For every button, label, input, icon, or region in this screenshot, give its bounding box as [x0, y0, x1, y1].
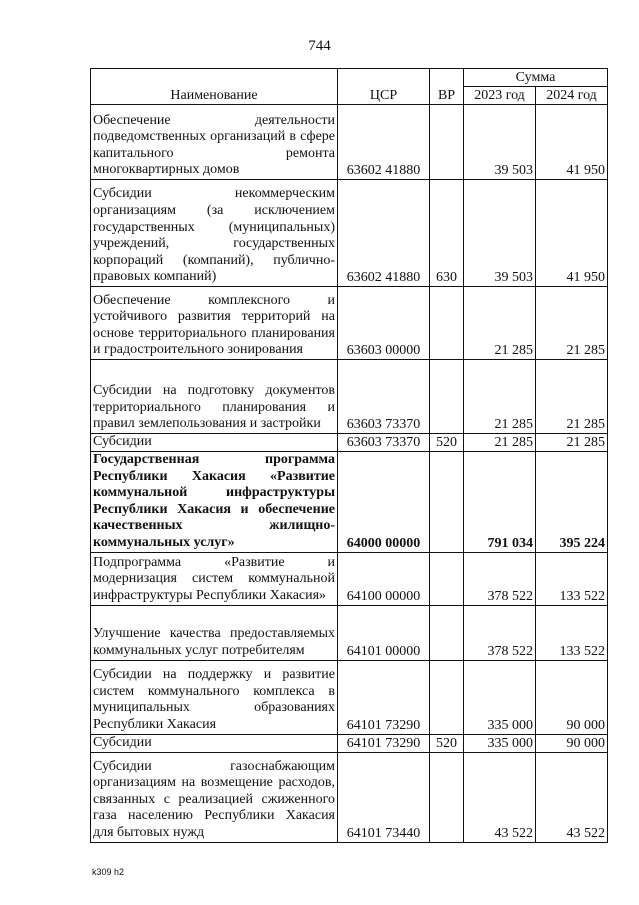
row-csr-cell: 63603 73370: [338, 434, 430, 452]
row-2023-cell: 21 285: [464, 287, 536, 360]
row-2024-cell: 43 522: [536, 752, 608, 842]
header-name: Наименование: [91, 69, 338, 105]
row-2023-cell: 21 285: [464, 360, 536, 434]
row-2024-cell: 21 285: [536, 360, 608, 434]
header-csr: ЦСР: [338, 69, 430, 105]
row-2023-cell: 335 000: [464, 734, 536, 752]
row-vr-cell: [430, 105, 464, 180]
table-row: [91, 287, 608, 360]
table-row: [91, 605, 608, 660]
row-2023-cell: 378 522: [464, 605, 536, 660]
table-row: [91, 660, 608, 734]
row-name-cell: Субсидии на поддержку и развитие систем коммунального комплекса в муниципальных образованиях Республики Хакасия: [91, 660, 338, 734]
row-csr-cell: 63602 41880: [338, 180, 430, 287]
row-2023-cell: 791 034: [464, 452, 536, 553]
row-vr-cell: 520: [430, 434, 464, 452]
row-name-cell: Субсидии на подготовку документов территориального планирования и правил землепользования и застройки: [91, 360, 338, 434]
table-row: [91, 434, 608, 452]
table-row: [91, 752, 608, 842]
row-vr-cell: 520: [430, 734, 464, 752]
table-row: [91, 105, 608, 180]
row-vr-cell: [430, 360, 464, 434]
header-year-2023: 2023 год: [464, 87, 536, 105]
table-row: [91, 734, 608, 752]
row-name-cell: Субсидии газоснабжающим организациям на возмещение расходов, связанных с реализацией сжиженного газа населению Республики Хакасия для бытовых нужд: [91, 752, 338, 842]
row-name-cell: Субсидии некоммерческим организациям (за исключением государственных (муниципальных) учреждений, государственных корпораций (компаний), публично-правовых компаний): [91, 180, 338, 287]
row-csr-cell: 63603 73370: [338, 360, 430, 434]
budget-table: [90, 68, 608, 843]
row-vr-cell: [430, 660, 464, 734]
header-year-2024: 2024 год: [536, 87, 608, 105]
row-2024-cell: 133 522: [536, 552, 608, 605]
row-vr-cell: [430, 752, 464, 842]
row-csr-cell: 64101 00000: [338, 605, 430, 660]
row-csr-cell: 64101 73290: [338, 734, 430, 752]
row-2024-cell: 133 522: [536, 605, 608, 660]
row-name-cell: Обеспечение комплексного и устойчивого развития территорий на основе территориального планирования и градостроительного зонирования: [91, 287, 338, 360]
row-2024-cell: 21 285: [536, 287, 608, 360]
table-row: [91, 452, 608, 553]
row-name-cell: Субсидии: [91, 434, 338, 452]
row-2024-cell: 395 224: [536, 452, 608, 553]
header-vr: ВР: [430, 69, 464, 105]
header-sum: Сумма: [464, 69, 608, 87]
row-csr-cell: 64100 00000: [338, 552, 430, 605]
row-csr-cell: 64000 00000: [338, 452, 430, 553]
table-row: [91, 180, 608, 287]
row-2023-cell: 335 000: [464, 660, 536, 734]
row-2023-cell: 43 522: [464, 752, 536, 842]
table-header: [91, 69, 608, 105]
row-csr-cell: 63602 41880: [338, 105, 430, 180]
row-2024-cell: 41 950: [536, 180, 608, 287]
row-2024-cell: 21 285: [536, 434, 608, 452]
row-vr-cell: [430, 552, 464, 605]
footer-code: k309 h2: [92, 867, 125, 877]
row-2024-cell: 90 000: [536, 660, 608, 734]
row-csr-cell: 64101 73440: [338, 752, 430, 842]
table-row: [91, 552, 608, 605]
row-name-cell: Улучшение качества предоставляемых коммунальных услуг потребителям: [91, 605, 338, 660]
row-2023-cell: 378 522: [464, 552, 536, 605]
row-2023-cell: 21 285: [464, 434, 536, 452]
table-body: [91, 105, 608, 843]
row-2024-cell: 41 950: [536, 105, 608, 180]
row-vr-cell: [430, 452, 464, 553]
row-2024-cell: 90 000: [536, 734, 608, 752]
row-name-cell: Государственная программа Республики Хакасия «Развитие коммунальной инфраструктуры Республики Хакасия и обеспечение качественных жилищно-коммунальных услуг»: [91, 452, 338, 553]
row-2023-cell: 39 503: [464, 180, 536, 287]
row-csr-cell: 63603 00000: [338, 287, 430, 360]
row-name-cell: Подпрограмма «Развитие и модернизация систем коммунальной инфраструктуры Республики Хакасия»: [91, 552, 338, 605]
row-vr-cell: 630: [430, 180, 464, 287]
row-vr-cell: [430, 287, 464, 360]
row-2023-cell: 39 503: [464, 105, 536, 180]
page-number: 744: [308, 38, 331, 54]
row-name-cell: Обеспечение деятельности подведомственных организаций в сфере капитального ремонта многоквартирных домов: [91, 105, 338, 180]
row-csr-cell: 64101 73290: [338, 660, 430, 734]
row-name-cell: Субсидии: [91, 734, 338, 752]
table-row: [91, 360, 608, 434]
row-vr-cell: [430, 605, 464, 660]
